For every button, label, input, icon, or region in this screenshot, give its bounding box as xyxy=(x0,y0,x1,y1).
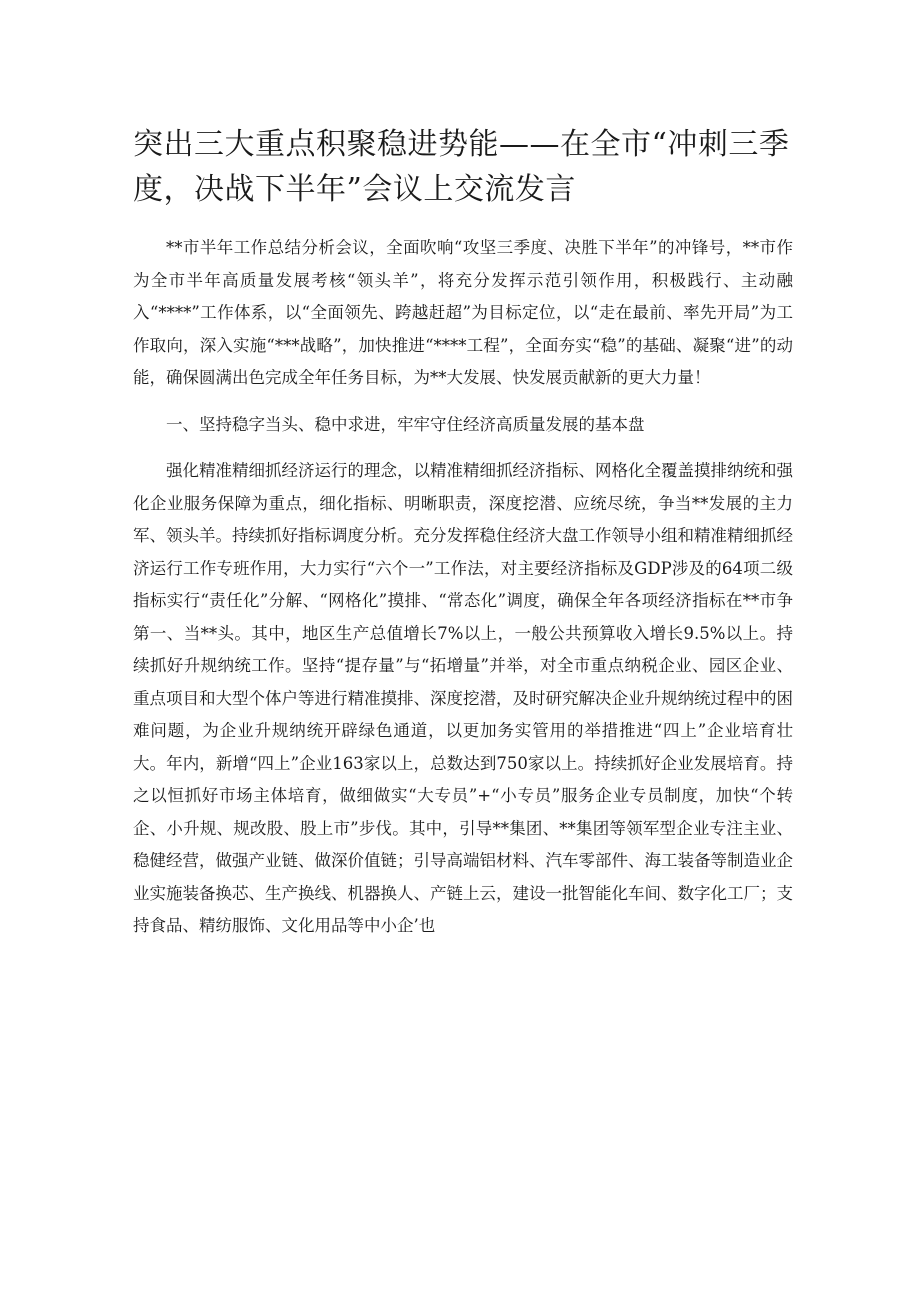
intro-paragraph: **市半年工作总结分析会议，全面吹响“攻坚三季度、决胜下半年”的冲锋号，**市作为全市半年高质量发展考核“领头羊”，将充分发挥示范引领作用，积极践行、主动融入“****”工作体系，以“全面领先、跨越赶超”为目标定位，以“走在最前、率先开局”为工作取向，深入实施“***战略”，加快推进“****工程”，全面夯实“稳”的基础、凝聚“进”的动能，确保圆满出色完成全年任务目标，为**大发展、快发展贡献新的更大力量！ xyxy=(133,238,793,387)
document-body xyxy=(133,232,793,943)
body-paragraph: 强化精准精细抓经济运行的理念，以精准精细抓经济指标、网格化全覆盖摸排纳统和强化企业服务保障为重点，细化指标、明晰职责，深度挖潜、应统尽统，争当**发展的主力军、领头羊。持续抓好指标调度分析。充分发挥稳住经济大盘工作领导小组和精准精细抓经济运行工作专班作用，大力实行“六个一”工作法，对主要经济指标及GDP涉及的64项二级指标实行“责任化”分解、“网格化”摸排、“常态化”调度，确保全年各项经济指标在**市争第一、当**头。其中，地区生产总值增长7%以上，一般公共预算收入增长9.5%以上。持续抓好升规纳统工作。坚持“提存量”与“拓增量”并举，对全市重点纳税企业、园区企业、重点项目和大型个体户等进行精准摸排、深度挖潜，及时研究解决企业升规纳统过程中的困难问题，为企业升规纳统开辟绿色通道，以更加务实管用的举措推进“四上”企业培育壮大。年内，新增“四上”企业163家以上，总数达到750家以上。持续抓好企业发展培育。持之以恒抓好市场主体培育，做细做实“大专员”+“小专员”服务企业专员制度，加快“个转企、小升规、规改股、股上市”步伐。其中，引导**集团、**集团等领军型企业专注主业、稳健经营，做强产业链、做深价值链；引导高端铝材料、汽车零部件、海工装备等制造业企业实施装备换芯、生产换线、机器换人、产链上云，建设一批智能化车间、数字化工厂；支持食品、精纺服饰、文化用品等中小企’也 xyxy=(133,461,793,935)
section-heading: 一、坚持稳字当头、稳中求进，牢牢守住经济高质量发展的基本盘 xyxy=(166,414,645,434)
document-title: 突出三大重点积聚稳进势能——在全市“冲刺三季度，决战下半年”会议上交流发言 xyxy=(133,127,790,207)
